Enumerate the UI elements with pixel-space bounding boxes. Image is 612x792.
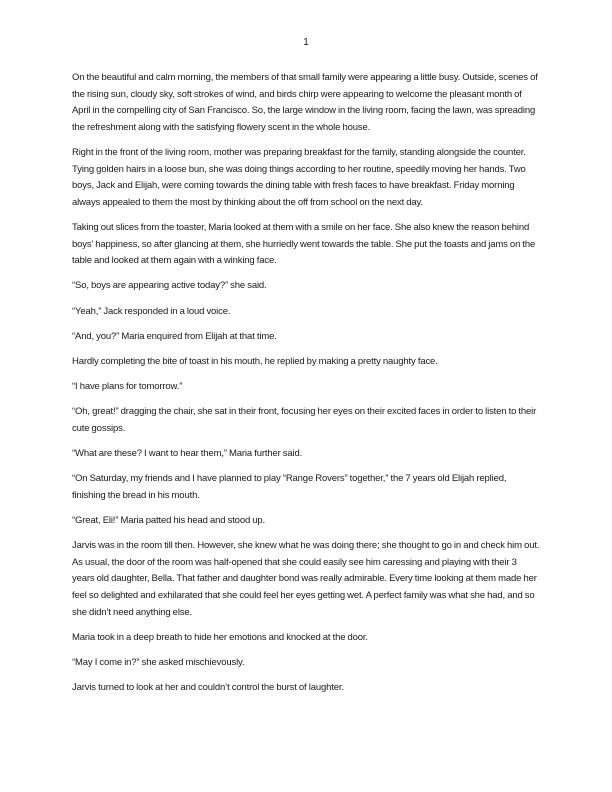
paragraph: Maria took in a deep breath to hide her emotions and knocked at the door. — [72, 631, 368, 643]
paragraph: “On Saturday, my friends and I have planned to play “Range Rovers” together,” the 7 years old Elijah replied, finishing the bread in his mouth. — [72, 473, 507, 501]
paragraph: “Oh, great!” dragging the chair, she sat in their front, focusing her eyes on their excited faces in order to listen to their cute gossips. — [72, 406, 537, 434]
paragraph: Hardly completing the bite of toast in his mouth, he replied by making a pretty naughty face. — [72, 355, 438, 367]
story-body — [72, 70, 540, 705]
paragraph: “May I come in?” she asked mischievously. — [72, 656, 245, 668]
paragraph: “And, you?” Maria enquired from Elijah at that time. — [72, 330, 277, 342]
paragraph: Jarvis was in the room till then. However, she knew what he was doing there; she thought to go in and check him out. As usual, the door of the room was half-opened that she could easily see him caressing and playing with their 3 years old daughter, Bella. That father and daughter bond was really admirable. Every time looking at them made her feel so delighted and exhilarated that she could feel her eyes getting wet. A perfect family was what she had, and so she didn’t need anything else. — [72, 540, 540, 618]
paragraph: Right in the front of the living room, mother was preparing breakfast for the family, standing alongside the counter. Tying golden hairs in a loose bun, she was doing things according to her routine, speedily moving her hands. Two boys, Jack and Elijah, were coming towards the dining table with fresh faces to have breakfast. Friday morning always appealed to them the most by thinking about the off from school on the next day. — [72, 146, 526, 208]
paragraph: “So, boys are appearing active today?” she said. — [72, 280, 267, 292]
paragraph: “I have plans for tomorrow.” — [72, 381, 183, 393]
page-number: 1 — [303, 37, 309, 48]
paragraph: “Great, Eli!” Maria patted his head and stood up. — [72, 515, 266, 526]
paragraph: Jarvis turned to look at her and couldn’t control the burst of laughter. — [72, 682, 344, 694]
paragraph: “Yeah,” Jack responded in a loud voice. — [72, 305, 231, 317]
paragraph: “What are these? I want to hear them,” Maria further said. — [72, 448, 303, 460]
paragraph: On the beautiful and calm morning, the members of that small family were appearing a little busy. Outside, scenes of the rising sun, cloudy sky, soft strokes of wind, and birds chirp were appearing to welcome the pleasant month of April in the compelling city of San Francisco. So, the large window in the living room, facing the lawn, was spreading the refreshment along with the satisfying flowery scent in the whole house. — [72, 72, 538, 133]
paragraph: Taking out slices from the toaster, Maria looked at them with a smile on her face. She also knew the reason behind boys’ happiness, so after glancing at them, she hurriedly went towards the table. She put the toasts and jams on the table and looked at them again with a winking face. — [72, 221, 536, 267]
